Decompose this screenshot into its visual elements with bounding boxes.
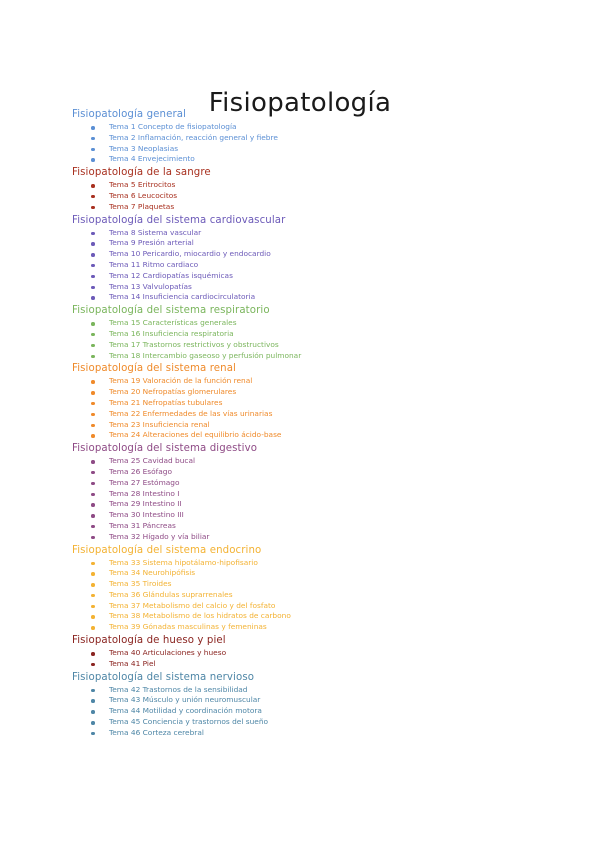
- list-item: [72, 122, 552, 133]
- list-item-label: Tema 20 Nefropatías glomerulares: [109, 387, 237, 397]
- bullet-icon: [91, 605, 95, 609]
- list-item: [72, 340, 552, 351]
- bullet-icon: [91, 184, 95, 188]
- list-item-label: Tema 3 Neoplasias: [109, 143, 179, 153]
- list-item: [72, 430, 552, 441]
- list-item: [72, 318, 552, 329]
- bullet-icon: [91, 158, 95, 162]
- list-item-label: Tema 6 Leucocitos: [109, 190, 178, 200]
- bullet-icon: [91, 232, 95, 236]
- list-item: [72, 590, 552, 601]
- list-item-label: Tema 10 Pericardio, miocardio y endocardio: [109, 249, 271, 259]
- bullet-icon: [91, 710, 95, 714]
- bullet-icon: [91, 275, 95, 279]
- topic-list: [72, 180, 552, 212]
- list-item-label: Tema 28 Intestino I: [109, 488, 180, 498]
- bullet-icon: [91, 503, 95, 507]
- list-item-label: Tema 42 Trastornos de la sensibilidad: [109, 684, 248, 694]
- list-item: [72, 558, 552, 569]
- list-item: [72, 601, 552, 612]
- bullet-icon: [91, 322, 95, 326]
- section-heading: Fisiopatología del sistema respiratorio: [72, 305, 270, 317]
- list-item-label: Tema 18 Intercambio gaseoso y perfusión pulmonar: [109, 350, 302, 360]
- list-item-label: Tema 15 Características generales: [109, 318, 237, 328]
- list-item: [72, 717, 552, 728]
- list-item-label: Tema 8 Sistema vascular: [109, 227, 202, 237]
- list-item-label: Tema 40 Articulaciones y hueso: [109, 648, 227, 658]
- section: [72, 544, 552, 634]
- list-item-label: Tema 27 Estómago: [109, 477, 180, 487]
- bullet-icon: [91, 286, 95, 290]
- list-item: [72, 478, 552, 489]
- list-item-label: Tema 44 Motilidad y coordinación motora: [109, 706, 262, 716]
- list-item-label: Tema 33 Sistema hipotálamo-hipofisario: [109, 557, 258, 567]
- list-item-label: Tema 32 Hígado y vía biliar: [109, 531, 210, 541]
- list-item: [72, 409, 552, 420]
- section-heading: Fisiopatología del sistema digestivo: [72, 443, 258, 455]
- list-item: [72, 706, 552, 717]
- bullet-icon: [91, 380, 95, 384]
- section-heading: Fisiopatología del sistema endocrino: [72, 544, 262, 556]
- section: [72, 442, 552, 542]
- bullet-icon: [91, 355, 95, 359]
- section-heading: Fisiopatología de la sangre: [72, 167, 211, 179]
- list-item-label: Tema 22 Enfermedades de las vías urinarias: [109, 408, 273, 418]
- list-item-label: Tema 21 Nefropatías tubulares: [109, 397, 223, 407]
- list-item: [72, 532, 552, 543]
- bullet-icon: [91, 514, 95, 518]
- list-item: [72, 685, 552, 696]
- list-item-label: Tema 13 Valvulopatías: [109, 281, 192, 291]
- list-item-label: Tema 11 Ritmo cardiaco: [109, 259, 199, 269]
- bullet-icon: [91, 296, 95, 300]
- list-item-label: Tema 24 Alteraciones del equilibrio ácido-base: [109, 430, 282, 440]
- bullet-icon: [91, 424, 95, 428]
- list-item-label: Tema 38 Metabolismo de los hidratos de carbono: [109, 611, 291, 621]
- bullet-icon: [91, 525, 95, 529]
- list-item: [72, 622, 552, 633]
- bullet-icon: [91, 663, 95, 667]
- list-item-label: Tema 14 Insuficiencia cardiocirculatoria: [109, 292, 256, 302]
- list-item: [72, 329, 552, 340]
- list-item-label: Tema 35 Tiroides: [109, 579, 172, 589]
- bullet-icon: [91, 195, 95, 199]
- bullet-icon: [91, 652, 95, 656]
- section-heading: Fisiopatología general: [72, 109, 187, 120]
- section-heading: Fisiopatología del sistema nervioso: [72, 671, 255, 683]
- bullet-icon: [91, 721, 95, 725]
- list-item-label: Tema 17 Trastornos restrictivos y obstructivos: [109, 339, 279, 349]
- table-of-contents: [72, 108, 552, 740]
- bullet-icon: [91, 699, 95, 703]
- bullet-icon: [91, 137, 95, 141]
- list-item: [72, 499, 552, 510]
- list-item-label: Tema 5 Eritrocitos: [109, 180, 176, 190]
- bullet-icon: [91, 253, 95, 257]
- list-item-label: Tema 7 Plaquetas: [109, 201, 175, 211]
- list-item: [72, 568, 552, 579]
- bullet-icon: [91, 206, 95, 210]
- list-item: [72, 376, 552, 387]
- bullet-icon: [91, 626, 95, 630]
- list-item-label: Tema 4 Envejecimiento: [109, 154, 195, 164]
- bullet-icon: [91, 562, 95, 566]
- list-item: [72, 191, 552, 202]
- section: [72, 304, 552, 361]
- bullet-icon: [91, 264, 95, 268]
- bullet-icon: [91, 482, 95, 486]
- list-item-label: Tema 39 Gónadas masculinas y femeninas: [109, 622, 267, 632]
- list-item: [72, 228, 552, 239]
- list-item: [72, 611, 552, 622]
- section-heading: Fisiopatología del sistema renal: [72, 363, 236, 375]
- bullet-icon: [91, 126, 95, 130]
- list-item-label: Tema 34 Neurohipófisis: [109, 568, 196, 578]
- list-item-label: Tema 37 Metabolismo del calcio y del fosfato: [109, 600, 276, 610]
- list-item: [72, 351, 552, 362]
- list-item-label: Tema 46 Corteza cerebral: [109, 727, 204, 737]
- list-item: [72, 648, 552, 659]
- bullet-icon: [91, 413, 95, 417]
- topic-list: [72, 122, 552, 165]
- bullet-icon: [91, 689, 95, 693]
- list-item-label: Tema 12 Cardiopatías isquémicas: [109, 270, 233, 280]
- list-item-label: Tema 41 Piel: [109, 658, 156, 668]
- bullet-icon: [91, 460, 95, 464]
- bullet-icon: [91, 471, 95, 475]
- list-item-label: Tema 26 Esófago: [109, 466, 173, 476]
- list-item-label: Tema 16 Insuficiencia respiratoria: [109, 328, 234, 338]
- list-item: [72, 271, 552, 282]
- bullet-icon: [91, 615, 95, 619]
- list-item: [72, 521, 552, 532]
- list-item-label: Tema 23 Insuficiencia renal: [109, 419, 210, 429]
- section: [72, 671, 552, 739]
- bullet-icon: [91, 344, 95, 348]
- list-item: [72, 659, 552, 670]
- list-item-label: Tema 30 Intestino III: [109, 510, 184, 520]
- section-heading: Fisiopatología del sistema cardiovascular: [72, 214, 286, 226]
- topic-list: [72, 456, 552, 542]
- list-item: [72, 398, 552, 409]
- list-item-label: Tema 31 Páncreas: [109, 520, 176, 530]
- section: [72, 108, 552, 165]
- list-item: [72, 695, 552, 706]
- section: [72, 214, 552, 304]
- list-item-label: Tema 45 Conciencia y trastornos del sueño: [109, 717, 269, 727]
- topic-list: [72, 558, 552, 634]
- list-item: [72, 144, 552, 155]
- list-item: [72, 202, 552, 213]
- list-item-label: Tema 9 Presión arterial: [109, 238, 194, 248]
- bullet-icon: [91, 391, 95, 395]
- bullet-icon: [91, 594, 95, 598]
- bullet-icon: [91, 434, 95, 438]
- list-item: [72, 420, 552, 431]
- topic-list: [72, 228, 552, 304]
- list-item-label: Tema 29 Intestino II: [109, 499, 182, 509]
- topic-list: [72, 685, 552, 739]
- list-item: [72, 456, 552, 467]
- list-item: [72, 728, 552, 739]
- section: [72, 634, 552, 670]
- section: [72, 362, 552, 441]
- bullet-icon: [91, 572, 95, 576]
- list-item-label: Tema 36 Glándulas suprarrenales: [109, 589, 233, 599]
- bullet-icon: [91, 242, 95, 246]
- topic-list: [72, 376, 552, 441]
- list-item: [72, 180, 552, 191]
- list-item: [72, 282, 552, 293]
- section: [72, 166, 552, 212]
- list-item: [72, 489, 552, 500]
- list-item: [72, 387, 552, 398]
- bullet-icon: [91, 402, 95, 406]
- list-item-label: Tema 1 Concepto de fisiopatología: [109, 122, 237, 131]
- list-item: [72, 260, 552, 271]
- bullet-icon: [91, 536, 95, 540]
- topic-list: [72, 318, 552, 361]
- list-item-label: Tema 2 Inflamación, reacción general y fiebre: [109, 132, 278, 142]
- list-item: [72, 133, 552, 144]
- bullet-icon: [91, 493, 95, 497]
- list-item: [72, 249, 552, 260]
- bullet-icon: [91, 333, 95, 337]
- list-item-label: Tema 43 Músculo y unión neuromuscular: [109, 695, 261, 705]
- bullet-icon: [91, 583, 95, 587]
- topic-list: [72, 648, 552, 670]
- list-item: [72, 579, 552, 590]
- page-title: Fisiopatología: [208, 88, 392, 119]
- section-heading: Fisiopatología de hueso y piel: [72, 635, 226, 647]
- bullet-icon: [91, 148, 95, 152]
- list-item: [72, 292, 552, 303]
- list-item: [72, 467, 552, 478]
- list-item-label: Tema 25 Cavidad bucal: [109, 456, 196, 466]
- list-item: [72, 510, 552, 521]
- list-item-label: Tema 19 Valoración de la función renal: [109, 376, 253, 386]
- list-item: [72, 238, 552, 249]
- bullet-icon: [91, 732, 95, 736]
- list-item: [72, 154, 552, 165]
